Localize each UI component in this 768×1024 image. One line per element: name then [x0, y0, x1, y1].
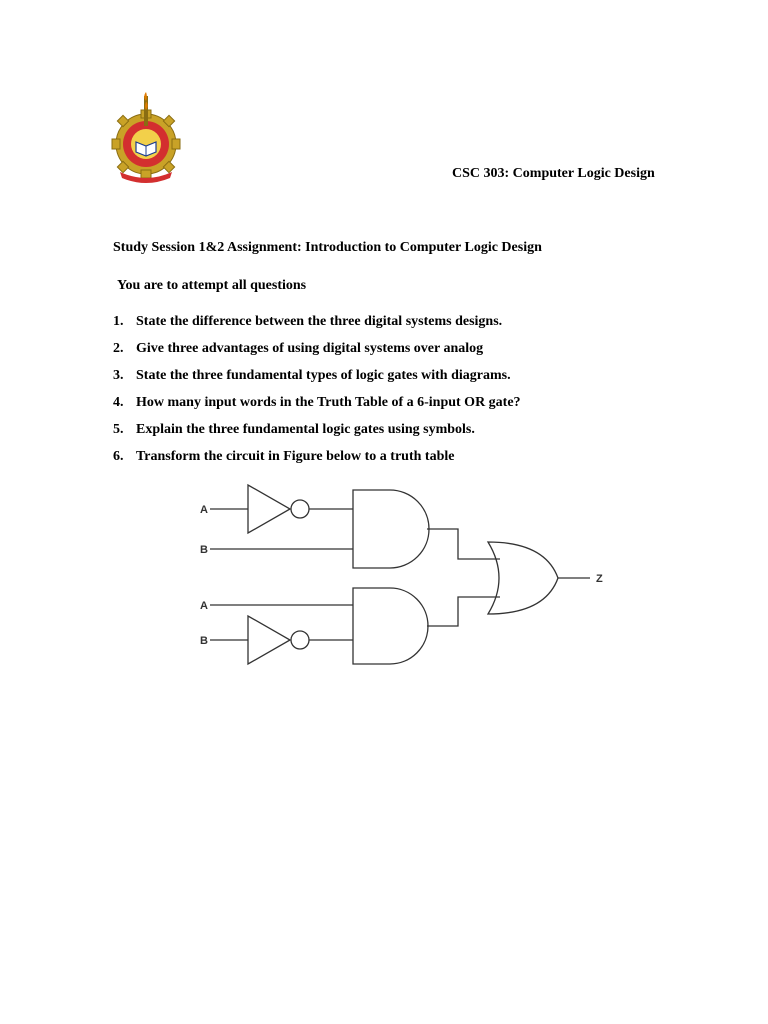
input-label: B	[200, 635, 208, 647]
question-item	[113, 395, 521, 422]
question-list	[113, 314, 521, 476]
question-number: 3.	[113, 368, 124, 383]
output-label: Z	[596, 573, 603, 585]
question-text: Explain the three fundamental logic gates using symbols.	[136, 422, 475, 437]
inverter-bubble-top	[291, 500, 309, 518]
input-label: A	[200, 600, 208, 612]
logic-circuit-diagram	[190, 478, 620, 678]
course-title: CSC 303: Computer Logic Design	[452, 166, 655, 181]
not-gate-top	[248, 485, 290, 533]
question-text: State the difference between the three digital systems designs.	[136, 314, 503, 329]
and-gate-bottom	[353, 588, 428, 664]
question-text: State the three fundamental types of logic gates with diagrams.	[136, 368, 511, 383]
question-text: Give three advantages of using digital systems over analog	[136, 341, 484, 356]
assignment-heading: Study Session 1&2 Assignment: Introduction to Computer Logic Design	[113, 240, 542, 255]
question-number: 2.	[113, 341, 124, 356]
question-item	[113, 341, 521, 368]
university-crest-icon	[110, 92, 182, 184]
question-number: 5.	[113, 422, 124, 437]
question-item	[113, 422, 521, 449]
question-number: 6.	[113, 449, 124, 464]
not-gate-bottom	[248, 616, 290, 664]
input-label: A	[200, 504, 208, 516]
input-label: B	[200, 544, 208, 556]
question-item	[113, 314, 521, 341]
inverter-bubble-bottom	[291, 631, 309, 649]
and-gate-top	[353, 490, 429, 568]
question-item	[113, 449, 521, 476]
question-number: 1.	[113, 314, 124, 329]
question-item	[113, 368, 521, 395]
or-gate	[488, 542, 558, 614]
question-text: Transform the circuit in Figure below to a truth table	[136, 449, 455, 464]
assignment-instruction: You are to attempt all questions	[117, 278, 307, 293]
question-text: How many input words in the Truth Table of a 6-input OR gate?	[136, 395, 521, 410]
question-number: 4.	[113, 395, 124, 410]
